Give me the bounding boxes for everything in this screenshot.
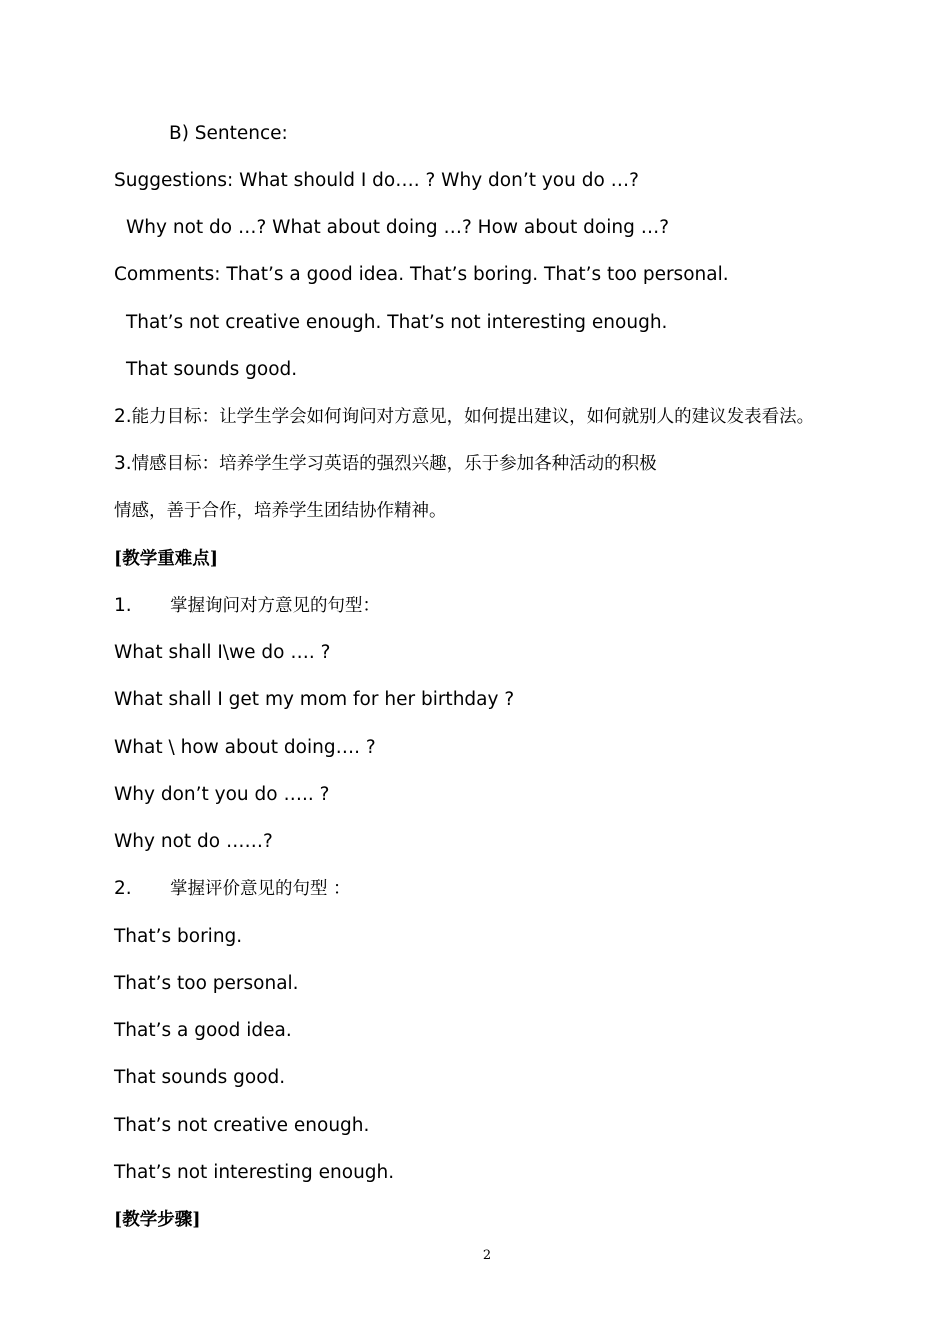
suggestions-continuation: Why not do …? What about doing …? How about doing …?	[126, 217, 670, 238]
emotion-goal-continuation: 情感，善于合作，培养学生团结协作精神。	[114, 501, 447, 521]
emotion-goal-number: 3.	[114, 453, 132, 474]
page-number: 2	[482, 1248, 492, 1263]
comment-sentence: That’s boring.	[114, 926, 243, 947]
ask-sentence: What \ how about doing…. ?	[114, 737, 376, 758]
ability-goal	[114, 404, 814, 430]
comment-sentence: That’s not creative enough.	[114, 1115, 370, 1136]
comments-line: Comments: That’s a good idea. That’s boring. That’s too personal.	[114, 264, 729, 285]
ask-sentence: What shall I\we do …. ?	[114, 642, 331, 663]
suggestions-line: Suggestions: What should I do…. ? Why don’t you do …?	[114, 170, 639, 191]
emotion-goal	[114, 451, 657, 477]
comments-continuation-1: That’s not creative enough. That’s not interesting enough.	[126, 312, 668, 333]
key-point-1-number: 1.	[114, 595, 132, 616]
comment-sentence: That’s not interesting enough.	[114, 1162, 395, 1183]
key-point-1-text: 掌握询问对方意见的句型：	[170, 596, 380, 616]
ask-sentence: What shall I get my mom for her birthday ?	[114, 689, 515, 710]
sentence-heading: B) Sentence:	[169, 123, 288, 144]
key-point-item-1	[114, 593, 380, 619]
key-point-item-2	[114, 876, 351, 902]
comment-sentence: That sounds good.	[114, 1067, 286, 1088]
key-points-heading: [教学重难点]	[114, 549, 219, 569]
steps-heading: [教学步骤]	[114, 1210, 201, 1230]
comments-continuation-2: That sounds good.	[126, 359, 298, 380]
ask-sentence: Why don’t you do ….. ?	[114, 784, 330, 805]
comment-sentence: That’s too personal.	[114, 973, 299, 994]
emotion-goal-text: 情感目标：培养学生学习英语的强烈兴趣，乐于参加各种活动的积极	[131, 454, 657, 474]
key-point-2-text: 掌握评价意见的句型 ：	[170, 879, 351, 899]
comment-sentence: That’s a good idea.	[114, 1020, 292, 1041]
ask-sentence: Why not do ……?	[114, 831, 273, 852]
ability-goal-number: 2.	[114, 406, 132, 427]
key-point-2-number: 2.	[114, 878, 132, 899]
ability-goal-text: 能力目标：让学生学会如何询问对方意见，如何提出建议，如何就别人的建议发表看法。	[131, 407, 815, 427]
